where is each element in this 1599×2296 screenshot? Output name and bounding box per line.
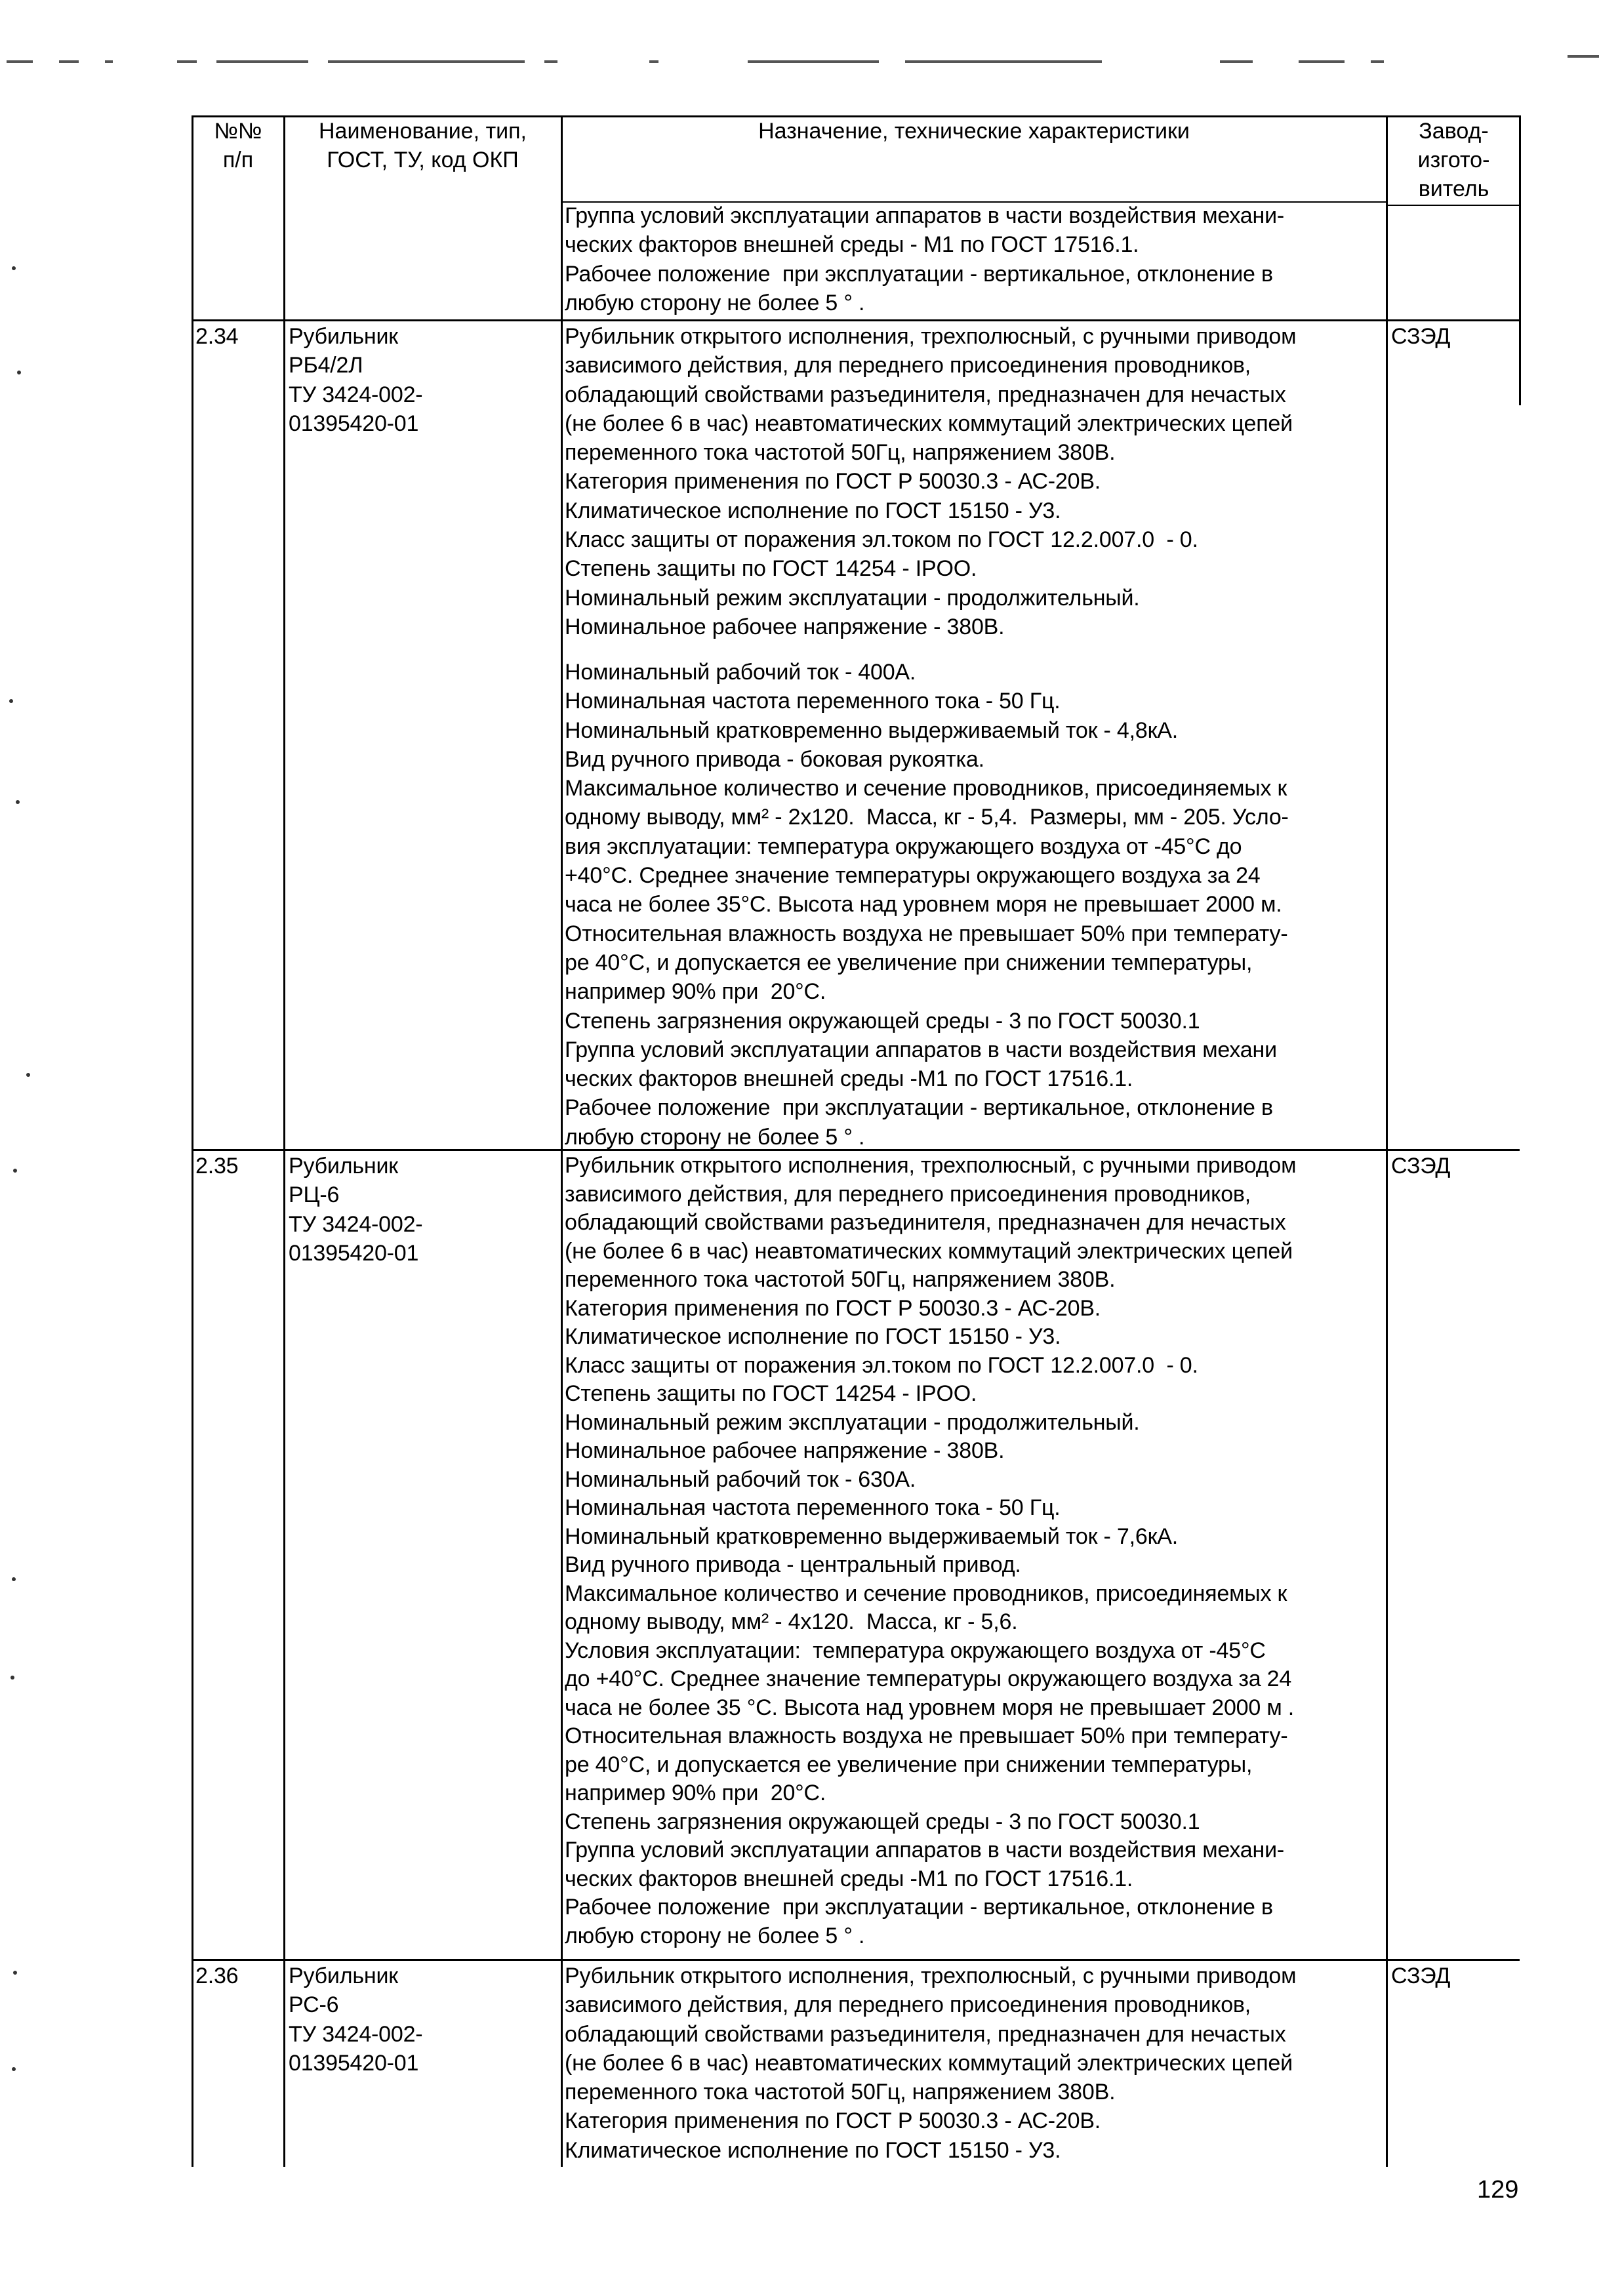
scan-speck: [12, 2067, 16, 2071]
scan-speck: [12, 1577, 16, 1581]
row-name: Рубильник РЦ-6 ТУ 3424-002- 01395420-01: [289, 1154, 423, 1266]
header-number: №№ п/п: [214, 119, 262, 172]
scan-artifacts: [0, 0, 1599, 79]
row-name: Рубильник РС-6 ТУ 3424-002- 01395420-01: [289, 1964, 423, 2076]
scan-speck: [10, 1676, 14, 1680]
row-purpose: Рубильник открытого исполнения, трехполюсный, с ручными приводом зависимого действия, для переднего присоединения проводников, обладающий свойствами разъединителя, предназначен для нечастых (не более 6 в час) неавтоматических коммутаций электрических цепей переменного тока частотой 50Гц, напряжением 380В. Категория применения по ГОСТ Р 50030.3 - АС-20В. Климатическое исполнение по ГОСТ 15150 - У3. Класс защиты от поражения эл.током по ГОСТ 12.2.007.0 - 0. Степень защиты по ГОСТ 14254 - IPOO. Номинальный режим эксплуатации - продолжительный. Номинальное рабочее напряжение - 380В.: [565, 324, 1297, 639]
page-number: 129: [1477, 2176, 1519, 2204]
row-number: 2.36: [195, 1964, 239, 1988]
row-purpose: Рубильник открытого исполнения, трехполюсный, с ручными приводом зависимого действия, для переднего присоединения проводников, обладающий свойствами разъединителя, предназначен для нечастых (не более 6 в час) неавтоматических коммутаций электрических цепей переменного тока частотой 50Гц, напряжением 380В. Категория применения по ГОСТ Р 50030.3 - АС-20В. Климатическое исполнение по ГОСТ 15150 - У3.: [565, 1964, 1297, 2163]
scan-speck: [12, 266, 16, 270]
scan-speck: [13, 1971, 17, 1975]
continuation-purpose: Группа условий эксплуатации аппаратов в части воздействия механи- ческих факторов внешней среды - М1 по ГОСТ 17516.1. Рабочее положение при эксплуатации - вертикальное, отклонение в любую сторону не более 5 ° .: [565, 203, 1284, 315]
row-maker: СЗЭД: [1391, 1964, 1451, 1988]
row-purpose: Рубильник открытого исполнения, трехполюсный, с ручными приводом зависимого действия, для переднего присоединения проводников, обладающий свойствами разъединителя, предназначен для нечастых (не более 6 в час) неавтоматических коммутаций электрических цепей переменного тока частотой 50Гц, напряжением 380В. Категория применения по ГОСТ Р 50030.3 - АС-20В. Климатическое исполнение по ГОСТ 15150 - У3. Класс защиты от поражения эл.током по ГОСТ 12.2.007.0 - 0. Степень защиты по ГОСТ 14254 - IPOO. Номинальный режим эксплуатации - продолжительный. Номинальное рабочее напряжение - 380В. Номинальный рабочий ток - 630А. Номинальная частота переменного тока - 50 Гц. Номинальный кратковременно выдерживаемый ток - 7,6кА. Вид ручного привода - центральный привод. Максимальное количество и сечение проводников, присоединяемых к одному выводу, мм² - 4х120. Масса, кг - 5,6. Условия эксплуатации: температура окружающего воздуха от -45°С до +40°С. Среднее значение температуры окружающего воздуха за 24 часа не более 35 °С. Высота над уровнем моря не превышает 2000 м . Относительная влажность воздуха не превышает 50% при температу- ре 40°С, и допускается ее увеличение при снижении температуры, например 90% при 20°С. Степень загрязнения окружающей среды - 3 по ГОСТ 50030.1 Группа условий эксплуатации аппаратов в части воздействия механи- ческих факторов внешней среды -М1 по ГОСТ 17516.1. Рабочее положение при эксплуатации - вертикальное, отклонение в любую сторону не более 5 ° .: [565, 1153, 1297, 1948]
scan-speck: [13, 1169, 17, 1173]
row-number: 2.34: [195, 324, 239, 349]
row-number: 2.35: [195, 1154, 239, 1178]
row-name: Рубильник РБ4/2Л ТУ 3424-002- 01395420-01: [289, 324, 423, 436]
scan-speck: [26, 1073, 30, 1077]
scan-speck: [16, 800, 20, 804]
header-name: Наименование, тип, ГОСТ, ТУ, код ОКП: [318, 119, 527, 172]
row-maker: СЗЭД: [1391, 324, 1451, 349]
header-purpose: Назначение, технические характеристики: [758, 119, 1190, 144]
scan-speck: [17, 371, 21, 374]
header-maker: Завод- изгото- витель: [1417, 119, 1490, 201]
row-maker: СЗЭД: [1391, 1154, 1451, 1178]
row-purpose: Номинальный рабочий ток - 400А. Номинальная частота переменного тока - 50 Гц. Номинальный кратковременно выдерживаемый ток - 4,8кА. Вид ручного привода - боковая рукоятка. Максимальное количество и сечение проводников, присоединяемых к одному выводу, мм² - 2х120. Масса, кг - 5,4. Размеры, мм - 205. Усло- вия эксплуатации: температура окружающего воздуха от -45°С до +40°С. Среднее значение температуры окружающего воздуха за 24 часа не более 35°С. Высота над уровнем моря не превышает 2000 м. Относительная влажность воздуха не превышает 50% при температу- ре 40°С, и допускается ее увеличение при снижении температуры, например 90% при 20°С. Степень загрязнения окружающей среды - 3 по ГОСТ 50030.1 Группа условий эксплуатации аппаратов в части воздействия механи ческих факторов внешней среды -М1 по ГОСТ 17516.1. Рабочее положение при эксплуатации - вертикальное, отклонение в любую сторону не более 5 ° .: [565, 660, 1289, 1150]
scan-speck: [9, 699, 13, 703]
